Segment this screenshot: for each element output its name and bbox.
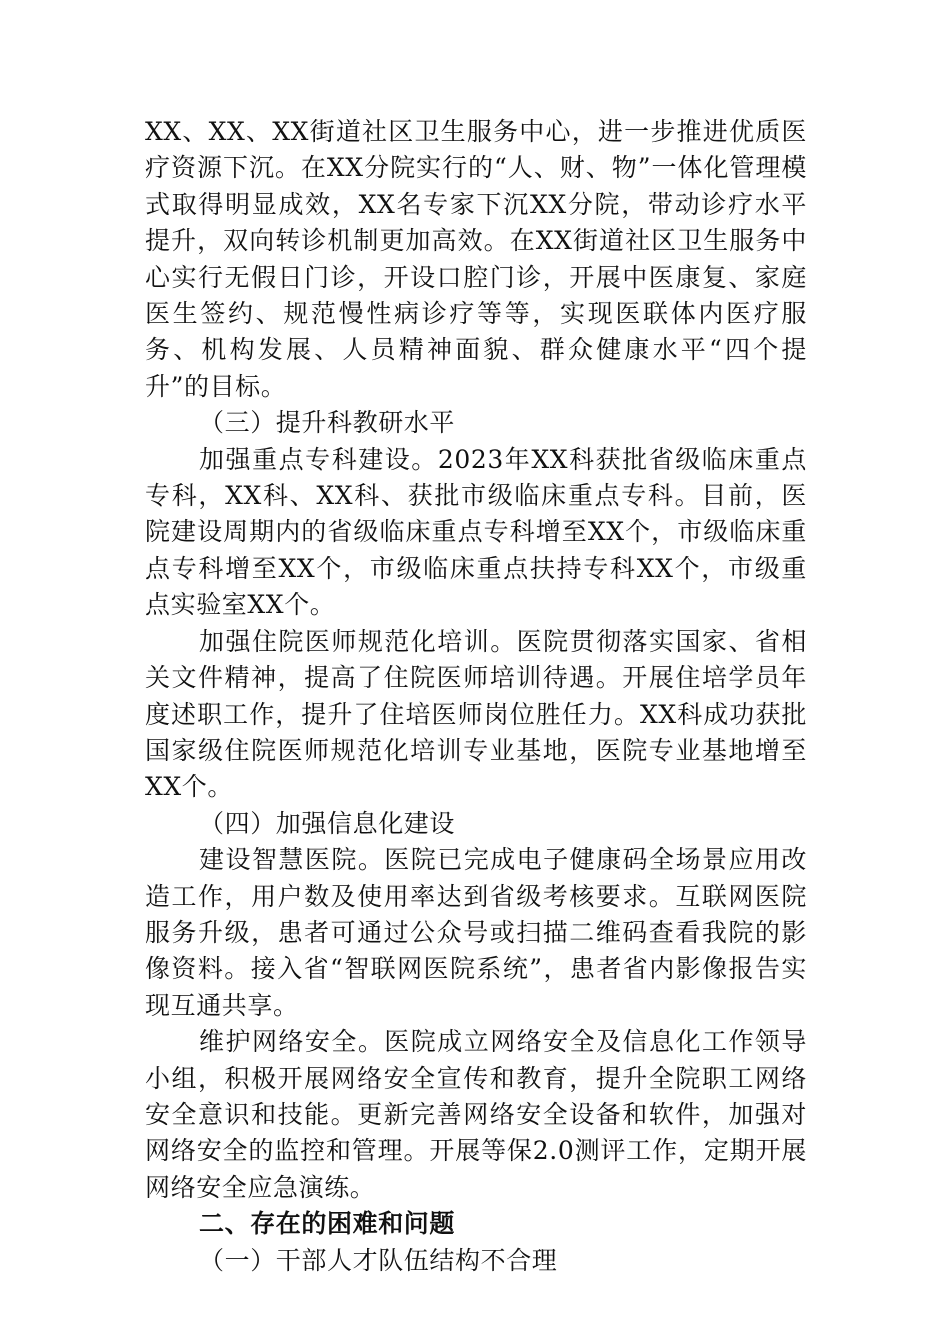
- paragraph-4a: 建设智慧医院。医院已完成电子健康码全场景应用改造工作，用户数及使用率达到省级考核要求。互联网医院服务升级，患者可通过公众号或扫描二维码查看我院的影像资料。接入省“智联网医院系统”，患者省内影像报告实现互通共享。: [145, 845, 807, 1020]
- paragraph-3a: 加强重点专科建设。2023年XX科获批省级临床重点专科，XX科、XX科、获批市级临床重点专科。目前，医院建设周期内的省级临床重点专科增至XX个，市级临床重点专科增至XX个，市级临床重点扶持专科XX个，市级重点实验室XX个。: [145, 444, 807, 620]
- subheading-4: （四）加强信息化建设: [199, 808, 456, 838]
- subheading-3: （三）提升科教研水平: [199, 408, 456, 438]
- paragraph-3b: 加强住院医师规范化培训。医院贯彻落实国家、省相关文件精神，提高了住院医师培训待遇。开展住培学员年度述职工作，提升了住培医师岗位胜任力。XX科成功获批国家级住院医师规范化培训专业基地，医院专业基地增至XX个。: [145, 626, 807, 802]
- paragraph-4b: 维护网络安全。医院成立网络安全及信息化工作领导小组，积极开展网络安全宣传和教育，提升全院职工网络安全意识和技能。更新完善网络安全设备和软件，加强对网络安全的监控和管理。开展等保2.0测评工作，定期开展网络安全应急演练。: [145, 1027, 807, 1202]
- section-heading-2: 二、存在的困难和问题: [199, 1209, 456, 1239]
- paragraph-intro: XX、XX、XX街道社区卫生服务中心，进一步推进优质医疗资源下沉。在XX分院实行的“人、财、物”一体化管理模式取得明显成效，XX名专家下沉XX分院，带动诊疗水平提升，双向转诊机制更加高效。在XX街道社区卫生服务中心实行无假日门诊，开设口腔门诊，开展中医康复、家庭医生签约、规范慢性病诊疗等等，实现医联体内医疗服务、机构发展、人员精神面貌、群众健康水平“四个提升”的目标。: [145, 117, 807, 401]
- document-body: [145, 114, 807, 1279]
- subheading-2-1: （一）干部人才队伍结构不合理: [199, 1245, 558, 1275]
